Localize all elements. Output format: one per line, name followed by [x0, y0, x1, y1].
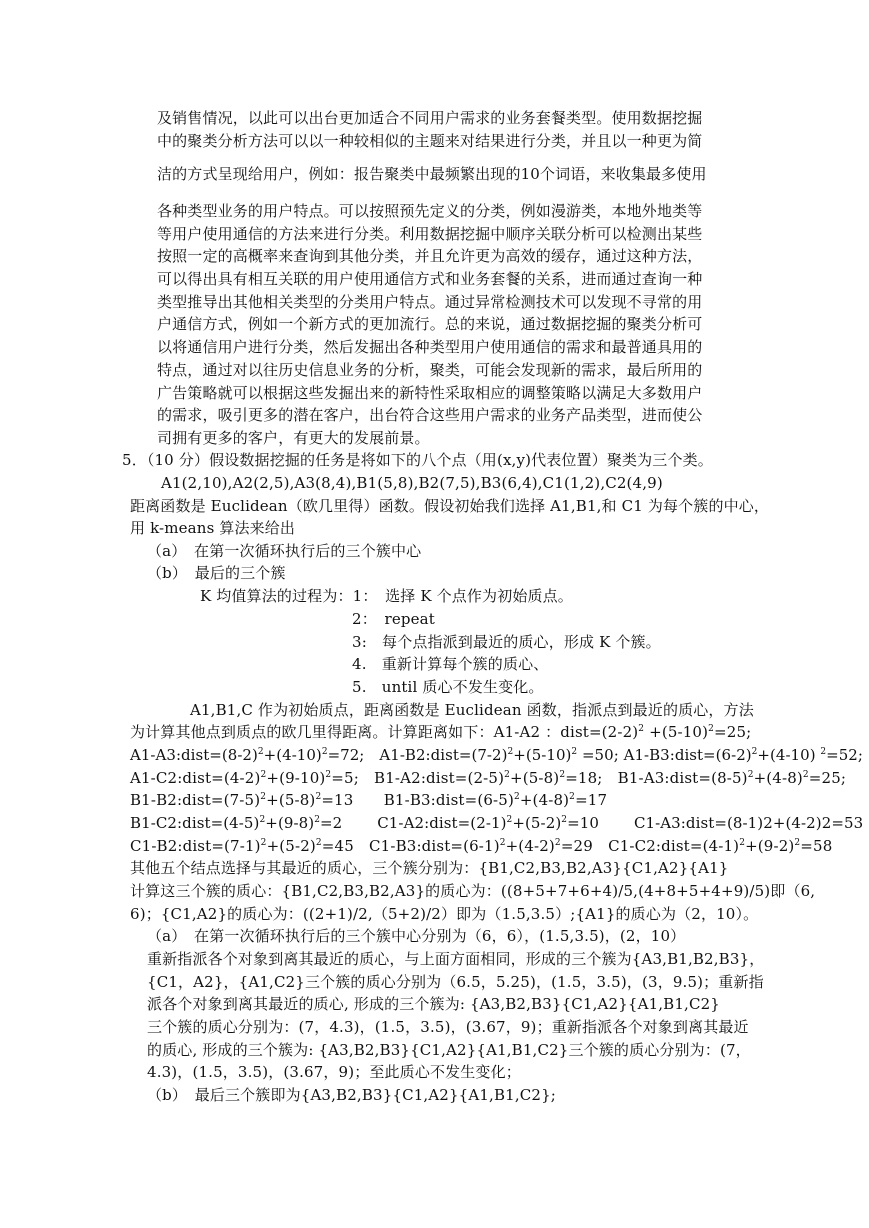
answer-line: 重新指派各个对象到离其最近的质心，与上面方面相同，形成的三个簇为{A3,B1,B2,B3}， — [147, 950, 765, 968]
solution-line: 6)；{C1,A2}的质心为：((2+1)/2,（5+2)/2）即为（1.5,3.5）;{A1}的质心为（2，10）。 — [130, 905, 759, 923]
answer-b: （b） 最后三个簇即为{A3,B2,B3}{C1,A2}{A1,B1,C2}; — [147, 1086, 556, 1104]
answer-a: （a） 在第一次循环执行后的三个簇中心分别为（6，6），(1.5,3.5)，(2，10） — [147, 927, 686, 945]
sub-question-a: （a） 在第一次循环执行后的三个簇中心 — [147, 542, 422, 560]
distance-line: $A1-A3:dist=(8-2)^2+(4-10)^2=72$; $A1-B2:dist=(7-2)^2+(5-10)^2 =50$; $A1-B3:dist=(6-2)^2+(4-10)$ $^2$=52; — [130, 746, 863, 764]
para-line: 以将通信用户进行分类，然后发掘出各种类型用户使用通信的需求和最普通具用的 — [157, 338, 703, 356]
solution-line: 为计算其他点到质点的欧几里得距离。计算距离如下：A1-A2 ：$dist=(2-2)^2 +(5-10)^2=25$; — [130, 723, 752, 741]
answer-line: 的质心, 形成的三个簇为: {A3,B2,B3}{C1,A2}{A1,B1,C2}三个簇的质心分别为：(7， — [147, 1041, 751, 1059]
algorithm-step: 5. until 质心不发生变化。 — [352, 678, 544, 696]
question-title: 5．（10 分）假设数据挖掘的任务是将如下的八个点（用(x,y)代表位置）聚类为三个类。 — [122, 451, 713, 469]
point-list: A1(2,10),A2(2,5),A3(8,4),B1(5,8),B2(7,5),B3(6,4),C1(1,2),C2(4,9) — [161, 474, 663, 492]
answer-line: 4.3)，(1.5，3.5)，(3.67，9)；至此质心不发生变化； — [147, 1063, 521, 1081]
algorithm-step: 3: 每个点指派到最近的质心，形成 K 个簇。 — [352, 633, 661, 651]
para-line: 特点，通过对以往历史信息业务的分析，聚类，可能会发现新的需求，最后所用的 — [157, 361, 703, 379]
question-desc: 距离函数是 Euclidean（欧几里得）函数。假设初始我们选择 A1,B1,和 C1 为每个簇的中心， — [130, 497, 770, 515]
algorithm-step: K 均值算法的过程为：1： 选择 K 个点作为初始质点。 — [200, 587, 573, 605]
para-line: 按照一定的高概率来查询到其他分类，并且允许更为高效的缓存，通过这种方法， — [157, 247, 703, 265]
para-line: 等用户使用通信的方法来进行分类。利用数据挖掘中顺序关联分析可以检测出某些 — [157, 225, 703, 243]
distance-line: $A1-C2:dist=(4-2)^2+(9-10)^2=5$; $B1-A2:dist=(2-5)^2+(5-8)^2=18$; $B1-A3:dist=(8-5)^2+(4-8)^2=25$; — [130, 769, 847, 787]
para-line: 户通信方式，例如一个新方式的更加流行。总的来说，通过数据挖掘的聚类分析可 — [157, 315, 703, 333]
para-line: 广告策略就可以根据这些发掘出来的新特性采取相应的调整策略以满足大多数用户 — [157, 384, 703, 402]
answer-line: {C1，A2}，{A1,C2}三个簇的质心分别为（6.5，5.25)，(1.5，3.5)，(3，9.5)；重新指 — [147, 973, 764, 991]
distance-line: $B1-B2:dist=(7-5)^2+(5-8)^2=13$ $B1-B3:dist=(6-5)^2+(4-8)^2=17$ — [130, 791, 608, 809]
sub-question-b: （b） 最后的三个簇 — [147, 564, 286, 582]
para-line: 司拥有更多的客户，有更大的发展前景。 — [157, 429, 430, 447]
para-line: 洁的方式呈现给用户，例如：报告聚类中最频繁出现的10个词语，来收集最多使用 — [157, 165, 707, 183]
para-line: 及销售情况，以此可以出台更加适合不同用户需求的业务套餐类型。使用数据挖掘 — [157, 109, 703, 127]
solution-line: 其他五个结点选择与其最近的质心，三个簇分别为：{B1,C2,B3,B2,A3}{C1,A2}{A1} — [130, 859, 729, 877]
algorithm-step: 2： repeat — [352, 610, 435, 628]
answer-line: 三个簇的质心分别为：(7，4.3)，(1.5，3.5)，(3.67，9)；重新指派各个对象到离其最近 — [147, 1018, 749, 1036]
question-desc: 用 k-means 算法来给出 — [130, 519, 296, 537]
distance-line: $C1-B2:dist=(7-1)^2+(5-2)^2=45$ $C1-B3:dist=(6-1)^2+(4-2)^2=29$ $C1-C2:dist=(4-1)^2+(9-2)^2=58$ — [130, 837, 833, 855]
distance-line: $B1-C2:dist=(4-5)^2+(9-8)^2=2$ $C1-A2:dist=(2-1)^2+(5-2)^2=10$ C1-A3:dist=(8-1)2+(4-2)2=53 — [130, 814, 864, 832]
para-line: 类型推导出其他相关类型的分类用户特点。通过异常检测技术可以发现不寻常的用 — [157, 293, 703, 311]
para-line: 中的聚类分析方法可以以一种较相似的主题来对结果进行分类，并且以一种更为简 — [157, 132, 703, 150]
para-line: 各种类型业务的用户特点。可以按照预先定义的分类，例如漫游类，本地外地类等 — [157, 202, 703, 220]
solution-line: A1,B1,C 作为初始质点，距离函数是 Euclidean 函数，指派点到最近的质心，方法 — [190, 701, 754, 719]
answer-line: 派各个对象到离其最近的质心, 形成的三个簇为: {A3,B2,B3}{C1,A2}{A1,B1,C2} — [147, 995, 720, 1013]
algorithm-step: 4. 重新计算每个簇的质心、 — [352, 655, 549, 673]
solution-line: 计算这三个簇的质心：{B1,C2,B3,B2,A3}的质心为：((8+5+7+6+4)/5,(4+8+5+4+9)/5)即（6, — [130, 882, 816, 900]
para-line: 的需求，吸引更多的潜在客户，出台符合这些用户需求的业务产品类型，进而使公 — [157, 406, 703, 424]
para-line: 可以得出具有相互关联的用户使用通信方式和业务套餐的关系，进而通过查询一种 — [157, 270, 703, 288]
